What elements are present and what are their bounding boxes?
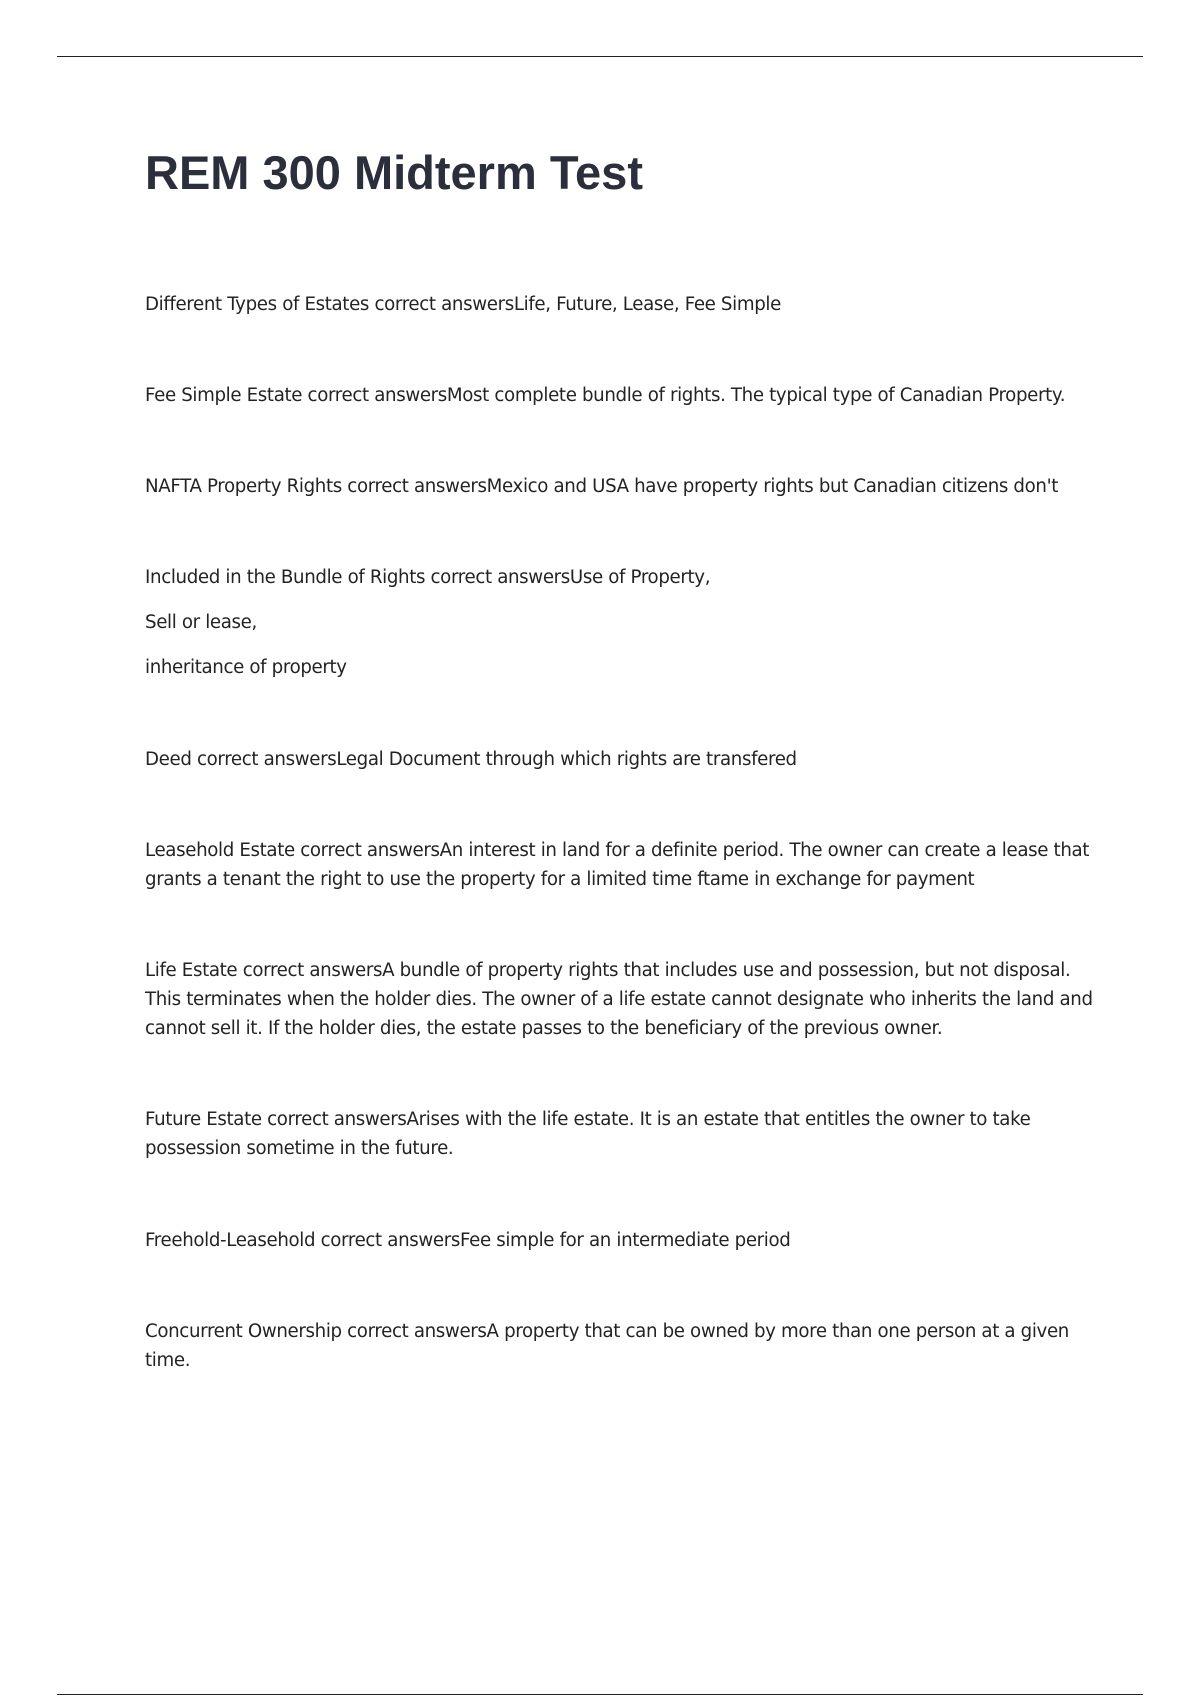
qa-text: Deed correct answersLegal Document through which rights are transfered — [145, 749, 797, 770]
qa-item-estate-types — [145, 290, 1095, 319]
qa-text-line: Included in the Bundle of Rights correct answersUse of Property, — [145, 567, 711, 588]
qa-item-future-estate — [145, 1105, 1095, 1163]
qa-text-line: inheritance of property — [145, 657, 347, 678]
qa-text: Fee Simple Estate correct answersMost complete bundle of rights. The typical type of Canadian Property. — [145, 385, 1066, 406]
qa-text: Concurrent Ownership correct answersA property that can be owned by more than one person at a given time. — [145, 1321, 1069, 1371]
qa-item-bundle-of-rights — [145, 563, 1095, 682]
bottom-divider — [57, 1694, 1143, 1695]
qa-item-life-estate — [145, 956, 1095, 1043]
qa-item-deed — [145, 745, 1095, 774]
qa-item-freehold-leasehold — [145, 1226, 1095, 1255]
qa-item-concurrent-ownership — [145, 1317, 1095, 1375]
qa-text: Different Types of Estates correct answersLife, Future, Lease, Fee Simple — [145, 294, 781, 315]
top-divider — [57, 56, 1143, 57]
qa-text: Leasehold Estate correct answersAn interest in land for a definite period. The owner can create a lease that grants a tenant the right to use the property for a limited time ftame in exchange for payment — [145, 840, 1090, 890]
page-title: REM 300 Midterm Test — [145, 146, 643, 199]
qa-text: Freehold-Leasehold correct answersFee simple for an intermediate period — [145, 1230, 791, 1251]
qa-text: NAFTA Property Rights correct answersMexico and USA have property rights but Canadian citizens don't — [145, 476, 1059, 497]
qa-item-leasehold-estate — [145, 836, 1095, 894]
qa-text: Life Estate correct answersA bundle of property rights that includes use and possession, but not disposal. This terminates when the holder dies. The owner of a life estate cannot designate who inherits the land and cannot sell it. If the holder dies, the estate passes to the beneficiary of the previous owner. — [145, 960, 1093, 1039]
qa-text: Future Estate correct answersArises with the life estate. It is an estate that entitles the owner to take possession sometime in the future. — [145, 1109, 1031, 1159]
qa-item-fee-simple-estate — [145, 381, 1095, 410]
qa-text-line: Sell or lease, — [145, 612, 257, 633]
qa-item-nafta-property-rights — [145, 472, 1095, 501]
